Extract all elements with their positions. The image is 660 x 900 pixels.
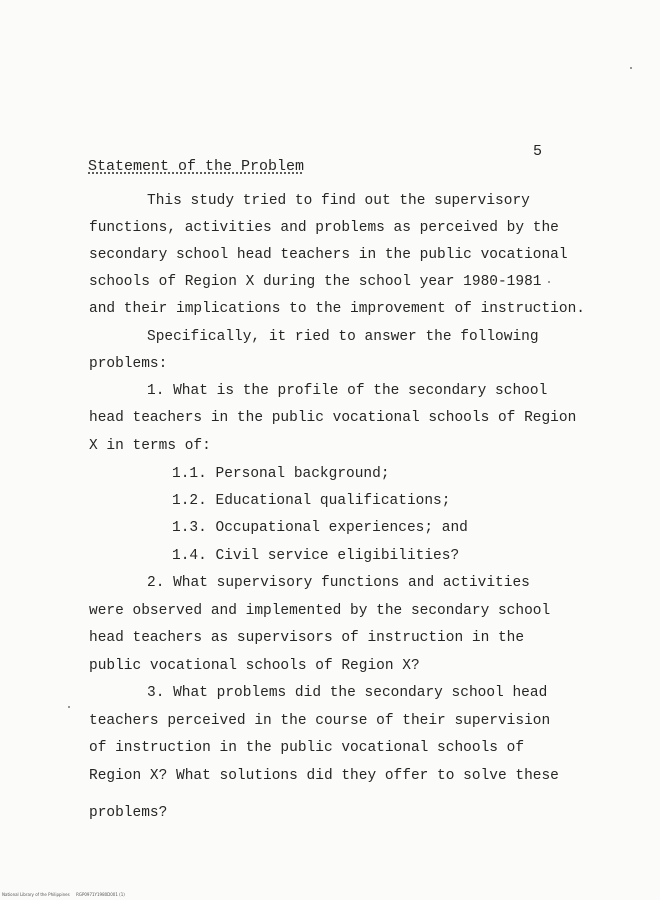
speck bbox=[68, 706, 70, 708]
text-line: 2. What supervisory functions and activities bbox=[147, 575, 530, 591]
text-line: head teachers as supervisors of instruction in the bbox=[89, 630, 525, 646]
text-line: Specifically, it ried to answer the following bbox=[147, 329, 539, 345]
text-line: functions, activities and problems as perceived by the bbox=[89, 220, 559, 236]
speck bbox=[630, 67, 632, 69]
text-line: schools of Region X during the school year 1980-1981 bbox=[89, 274, 542, 290]
text-line: 3. What problems did the secondary school head bbox=[147, 685, 548, 701]
text-line: 1.3. Occupational experiences; and bbox=[172, 520, 468, 536]
text-line: Region X? What solutions did they offer to solve these bbox=[89, 768, 559, 784]
section-heading: Statement of the Problem bbox=[88, 158, 305, 175]
footer-text: National Library of the Philippines RGP0971Y1980D001 (1) bbox=[2, 892, 125, 897]
text-line: were observed and implemented by the secondary school bbox=[89, 603, 551, 619]
text-line: of instruction in the public vocational schools of bbox=[89, 740, 525, 756]
speck bbox=[548, 281, 550, 283]
page-number: 5 bbox=[533, 143, 543, 160]
text-line: 1. What is the profile of the secondary school bbox=[147, 383, 548, 399]
text-line: problems: bbox=[89, 356, 168, 372]
text-line: public vocational schools of Region X? bbox=[89, 658, 420, 674]
text-line: secondary school head teachers in the public vocational bbox=[89, 247, 568, 263]
text-line: and their implications to the improvement of instruction. bbox=[89, 301, 585, 317]
text-line: 1.4. Civil service eligibilities? bbox=[172, 548, 460, 564]
text-line: problems? bbox=[89, 805, 168, 821]
text-line: 1.2. Educational qualifications; bbox=[172, 493, 451, 509]
text-line: This study tried to find out the supervisory bbox=[147, 193, 530, 209]
text-line: teachers perceived in the course of their supervision bbox=[89, 713, 551, 729]
text-line: 1.1. Personal background; bbox=[172, 466, 390, 482]
text-line: X in terms of: bbox=[89, 438, 211, 454]
text-line: head teachers in the public vocational schools of Region bbox=[89, 410, 577, 426]
